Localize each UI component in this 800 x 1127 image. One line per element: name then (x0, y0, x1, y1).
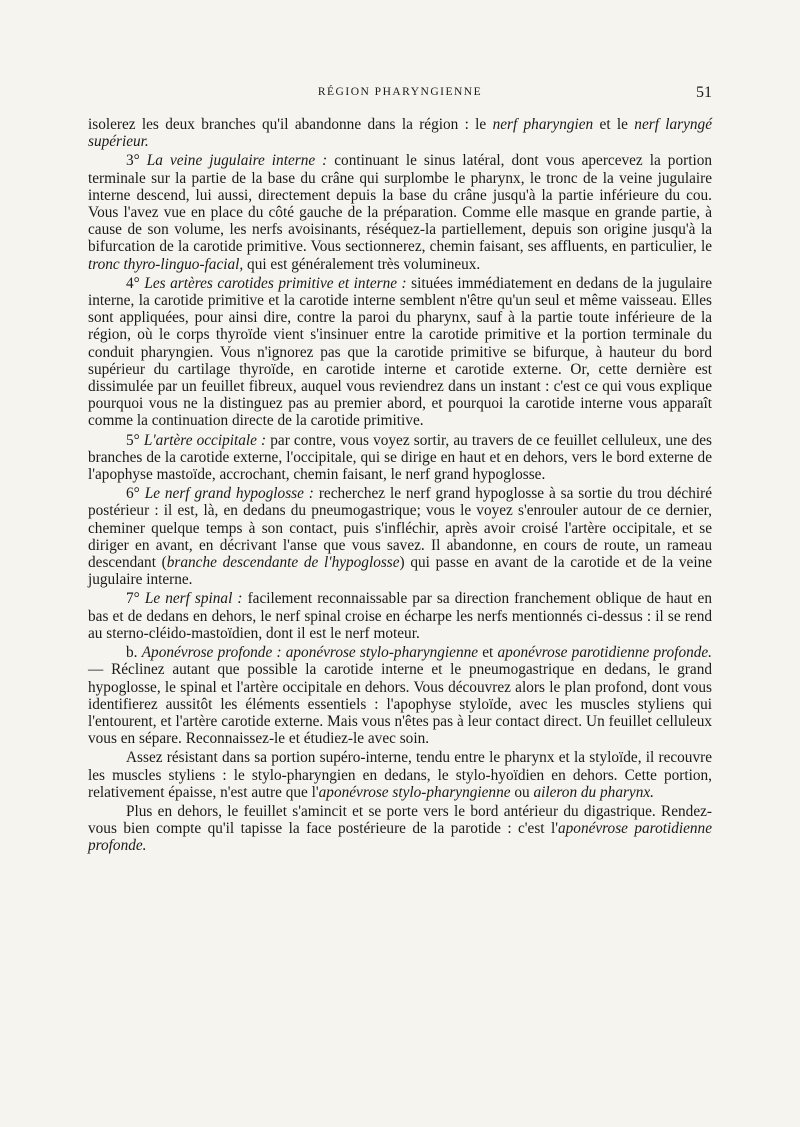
text-run: continuant le sinus latéral, dont vous apercevez la portion terminale sur la partie de la base du crâne qui surplombe le pharynx, le tronc de la veine jugulaire interne descend, lui aussi, directement depuis la base du crâne jusqu'à la partie inférieure du cou. Vous l'avez vue en place du côté gauche de la préparation. Comme elle masque en grande partie, à cause de son volume, les nerfs avoisinants, réséquez-la partiellement, depuis son origine jusqu'à la bifurcation de la carotide primitive. Vous sectionnerez, chemin faisant, ses affluents, en particulier, le (88, 152, 712, 256)
running-title: RÉGION PHARYNGIENNE (317, 86, 483, 98)
section-title: La veine jugulaire interne : (146, 152, 328, 170)
italic-term: tronc thyro-linguo-facial, (88, 255, 244, 273)
text-run: Assez résistant dans sa portion supéro-interne, tendu entre le pharynx et la styloïde, il recouvre les muscles styliens : le stylo-pharyngien en dedans, le stylo-hyoïdien en dehors. Cette portion, relativement épaisse, n'est autre que l' (88, 749, 712, 801)
section-number: 5° (126, 431, 144, 449)
italic-term: nerf pharyngien (492, 116, 594, 133)
italic-term: aileron du pharynx. (533, 783, 654, 801)
section-number: 4° (126, 274, 145, 292)
section-number: 7° (126, 590, 145, 608)
text-run: ) qui passe en avant de la carotide et de la veine jugulaire interne. (88, 554, 713, 589)
text-run: ou (510, 783, 534, 801)
text-run: facilement reconnaissable par sa direction franchement oblique de haut en bas et de dedans en dehors, le nerf spinal croise en écharpe les nerfs mentionnés ci-dessus : il se rend au sterno-cléido-mastoïdien, dont il est le nerf moteur. (88, 590, 712, 642)
page-header (0, 84, 800, 104)
paragraph-aponevrose-profonde (88, 644, 712, 747)
section-number: 3° (126, 152, 147, 170)
paragraph-nerf-spinal (88, 590, 712, 642)
paragraph-portion-supero-interne (88, 749, 712, 801)
text-run: par contre, vous voyez sortir, au travers de ce feuillet celluleux, une des branches de la carotide externe, l'occipitale, qui se dirige en haut et en dehors, vers le bord externe de l'apophyse mastoïde, accrochant, chemin faisant, le nerf grand hypoglosse. (88, 431, 712, 484)
section-title: Aponévrose profonde : aponévrose stylo-pharyngienne (141, 644, 479, 662)
italic-term: aponévrose parotidienne profonde. (497, 644, 712, 662)
section-title: L'artère occipitale : (143, 431, 267, 449)
paragraph-continuation (88, 116, 712, 150)
text-run: situées immédiatement en dedans de la jugulaire interne, la carotide primitive et la carotide interne semblent n'être qu'un seul et même vaisseau. Elles sont appliquées, pour ainsi dire, contre la paroi du pharynx, sauf à la partie toute inférieure de la région, où le corps thyroïde vient s'insinuer entre la carotide primitive et la portion terminale du conduit pharyngien. Vous n'ignorez pas que la carotide primitive se bifurque, à hauteur du bord supérieur du cartilage thyroïde, en carotide interne et carotide externe. Or, cette dernière est dissimulée par un feuillet fibreux, auquel vous reviendrez dans un instant : c'est ce qui vous explique pourquoi vous ne la distinguez pas au premier abord, et pourquoi la carotide interne vous apparaît comme la continuation directe de la carotide primitive. (88, 274, 712, 430)
text-run: isolerez les deux branches qu'il abandonne dans la région : le (88, 116, 493, 133)
italic-term: nerf laryngé supérieur. (88, 116, 712, 151)
paragraph-parotide (88, 803, 712, 855)
paragraph-veine-jugulaire (88, 152, 712, 272)
section-number: b. (126, 644, 142, 662)
section-title: Le nerf spinal : (144, 590, 243, 608)
paragraph-hypoglosse (88, 485, 712, 588)
section-title: Le nerf grand hypoglosse : (144, 485, 314, 503)
body-text (88, 116, 712, 857)
section-title: Les artères carotides primitive et interne : (144, 274, 407, 292)
section-number: 6° (126, 485, 145, 503)
text-run: — Réclinez autant que possible la carotide interne et le pneumogastrique en dedans, le grand hypoglosse, le spinal et l'artère occipitale en dehors. Vous découvrez alors le plan profond, dont vous identifierez aussitôt les éléments essentiels : l'apophyse styloïde, avec les muscles styliens qui l'entourent, et l'artère carotide externe. Mais vous n'êtes pas à leur contact direct. Un feuillet celluleux vous en sépare. Reconnaissez-le et étudiez-le avec soin. (88, 661, 712, 748)
paragraph-artere-occipitale (88, 432, 712, 484)
text-run: et (478, 644, 498, 662)
page-number: 51 (696, 84, 712, 101)
text-run: et le (593, 116, 635, 133)
text-run: qui est généralement très volumineux. (243, 255, 481, 273)
italic-term: aponévrose stylo-pharyngienne (318, 783, 511, 801)
italic-term: branche descendante de l'hypoglosse (166, 554, 400, 572)
text-run: recherchez le nerf grand hypoglosse à sa sortie du trou déchiré postérieur : il est, là, en dedans du pneumogastrique; vous le voyez s'enrouler autour de ce dernier, cheminer quelque temps à son contact, puis s'infléchir, après avoir croisé l'artère occipitale, et se diriger en avant, en décrivant l'anse que vous savez. Il abandonne, en cours de route, un rameau descendant ( (88, 485, 712, 572)
paragraph-carotides (88, 275, 712, 430)
italic-term: aponévrose parotidienne profonde. (88, 820, 712, 855)
text-run: Plus en dehors, le feuillet s'amincit et se porte vers le bord antérieur du digastrique. Rendez-vous bien compte qu'il tapisse la face postérieure de la parotide : c'est l' (88, 802, 712, 838)
